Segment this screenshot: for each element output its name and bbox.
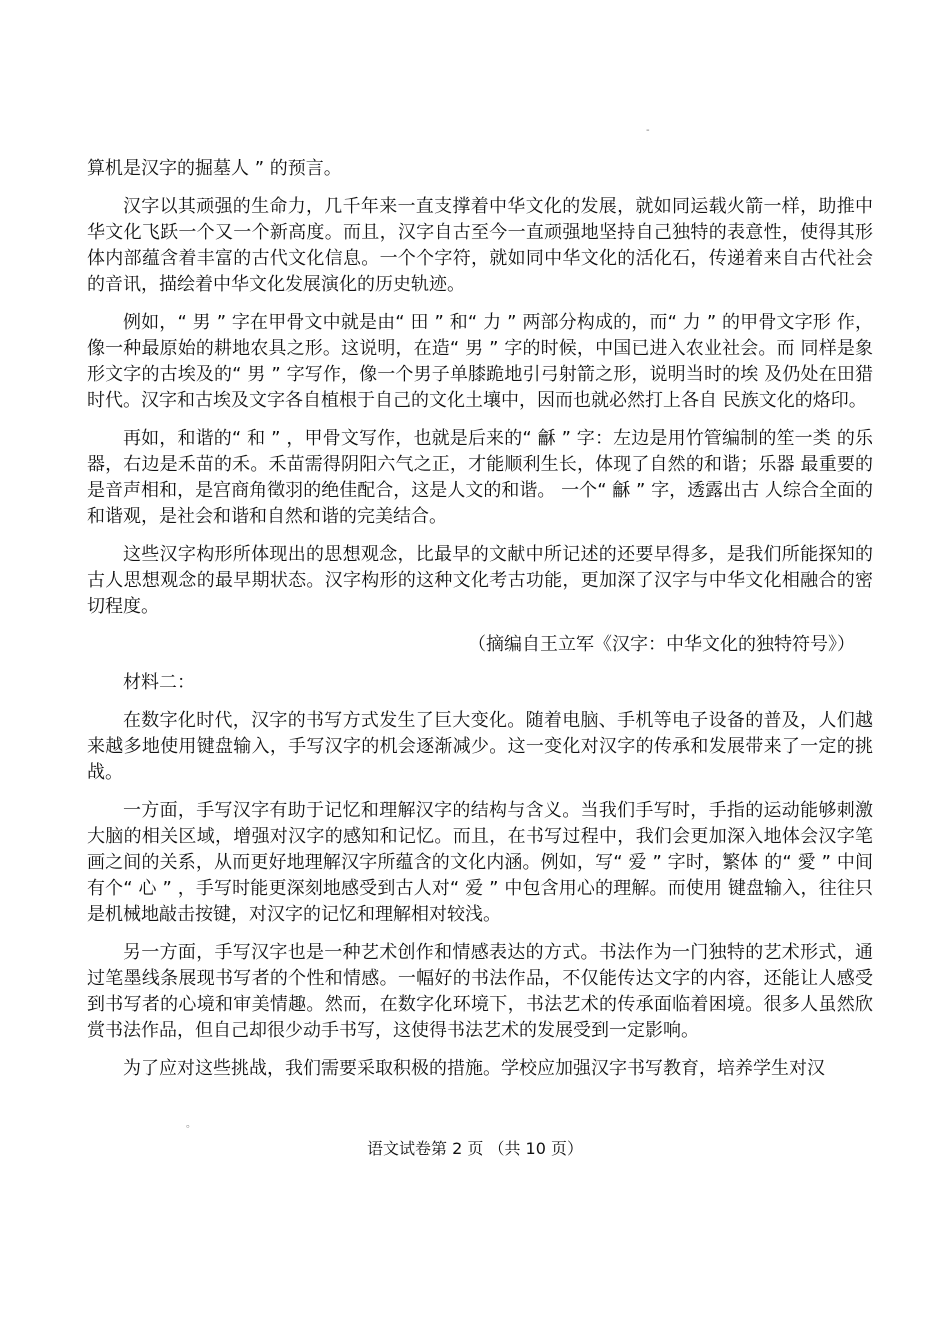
paragraph: 汉字以其顽强的生命力，几千年来一直支撑着中华文化的发展，就如同运载火箭一样，助推中华文化飞跃一个又一个新高度。而且，汉字自古至今一直顽强地坚持自己独特的表意性，使得其形体内部蕴含着丰富的古代文化信息。一个个字符，就如同中华文化的活化石，传递着来自古代社会的音讯，描绘着中华文化发展演化的历史轨迹。 xyxy=(87,196,873,295)
paragraph: 这些汉字构形所体现出的思想观念，比最早的文献中所记述的还要早得多，是我们所能探知的古人思想观念的最早期状态。汉字构形的这种文化考古功能，更加深了汉字与中华文化相融合的密切程度。 xyxy=(87,544,873,617)
paragraph: 另一方面，手写汉字也是一种艺术创作和情感表达的方式。书法作为一门独特的艺术形式，通过笔墨线条展现书写者的个性和情感。一幅好的书法作品，不仅能传达文字的内容，还能让人感受到书写者的心境和审美情趣。然而，在数字化环境下，书法艺术的传承面临着困境。很多人虽然欣赏书法作品，但自己却很少动手书写，这使得书法艺术的发展受到一定影响。 xyxy=(87,942,873,1041)
source-citation: （摘编自王立军《汉字：中华文化的独特符号》） xyxy=(468,634,855,655)
paragraph: 再如，和谐的“ 和 ” ，甲骨文写作，也就是后来的“ 龢 ” 字：左边是用竹管编制的笙一类 的乐器，右边是禾苗的禾。禾苗需得阴阳六气之正，才能顺利生长，体现了自然的和谐；乐器 最重要的是音声相和，是宫商角徵羽的绝佳配合，这是人文的和谐。 一个“ 龢 ” 字，透露出古 人综合全面的和谐观，是社会和谐和自然和谐的完美结合。 xyxy=(87,428,873,527)
paragraph-continued: 算机是汉字的掘墓人 ” 的预言。 xyxy=(87,158,342,179)
page-mark-top: - xyxy=(646,125,650,136)
paragraph: 例如，“ 男 ” 字在甲骨文中就是由“ 田 ” 和“ 力 ” 两部分构成的，而“ 力 ” 的甲骨文字形 作，像一种最原始的耕地农具之形。这说明，在造“ 男 ” 字的时候，中国已进入农业社会。而 同样是象形文字的古埃及的“ 男 ” 字写作，像一个男子单膝跪地引弓射箭之形，说明当时的埃 及仍处在田猎时代。汉字和古埃及文字各自植根于自己的文化土壤中，因而也就必然打上各自 民族文化的烙印。 xyxy=(87,312,873,411)
material-label: 材料二： xyxy=(123,672,195,693)
paragraph: 为了应对这些挑战，我们需要采取积极的措施。学校应加强汉字书写教育，培养学生对汉 xyxy=(123,1058,825,1079)
page-body xyxy=(87,156,873,1094)
paragraph: 一方面，手写汉字有助于记忆和理解汉字的结构与含义。当我们手写时，手指的运动能够刺激大脑的相关区域，增强对汉字的感知和记忆。而且，在书写过程中，我们会更加深入地体会汉字笔画之间的关系，从而更好地理解汉字所蕴含的文化内涵。例如，写“ 爱 ” 字时，繁体 的“ 愛 ” 中间有个“ 心 ” ，手写时能更深刻地感受到古人对“ 爱 ” 中包含用心的理解。而使用 键盘输入，往往只是机械地敲击按键，对汉字的记忆和理解相对较浅。 xyxy=(87,800,873,925)
paragraph: 在数字化时代，汉字的书写方式发生了巨大变化。随着电脑、手机等电子设备的普及，人们越来越多地使用键盘输入，手写汉字的机会逐渐减少。这一变化对汉字的传承和发展带来了一定的挑战。 xyxy=(87,710,873,783)
page-footer: 语文试卷第 2 页 （共 10 页） xyxy=(367,1139,583,1158)
page-mark-bottom: 。 xyxy=(186,1119,196,1130)
